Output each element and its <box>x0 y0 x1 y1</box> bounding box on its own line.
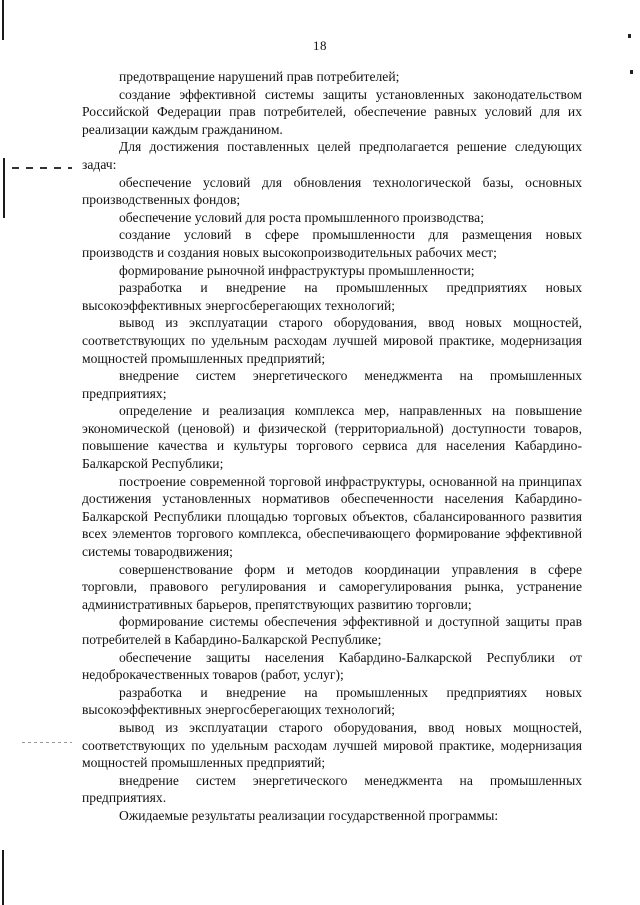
paragraph: разработка и внедрение на промышленных предприятиях новых высокоэффективных энергосберегающих технологий; <box>82 280 582 313</box>
paragraph: формирование рыночной инфраструктуры промышленности; <box>119 262 475 278</box>
paragraph: обеспечение защиты населения Кабардино-Балкарской Республики от недоброкачественных товаров (работ, услуг); <box>82 649 582 683</box>
paragraph: построение современной торговой инфраструктуры, основанной на принципах достижения установленных нормативов обеспеченности населения Кабардино-Балкарской Республики площадью торговых объектов, сбалансированного развития всех элементов торгового комплекса, обеспечивающего формирование эффективной системы товародвижения; <box>82 473 582 560</box>
paragraph: обеспечение условий для обновления технологической базы, основных производственных фондов; <box>82 174 582 208</box>
page-number: 18 <box>313 38 327 53</box>
paragraph: Ожидаемые результаты реализации государственной программы: <box>119 807 499 823</box>
paragraph: вывод из эксплуатации старого оборудования, ввод новых мощностей, соответствующих по удельным расходам лучшей мировой практике, модернизация мощностей промышленных предприятий; <box>82 315 582 366</box>
scan-margin-line-middle <box>3 158 5 218</box>
scan-margin-line-top <box>2 0 4 40</box>
paragraph: создание эффективной системы защиты установленных законодательством Российской Федерации прав потребителей, обеспечение равных условий для их реализации каждым гражданином. <box>82 86 582 137</box>
paragraph: внедрение систем энергетического менеджмента на промышленных предприятиях. <box>82 772 582 806</box>
scan-margin-dots <box>22 742 72 743</box>
paragraph: разработка и внедрение на промышленных предприятиях новых высокоэффективных энергосберегающих технологий; <box>82 684 582 718</box>
paragraph: определение и реализация комплекса мер, направленных на повышение экономической (ценовой) и физической (территориальной) доступности товаров, повышение качества и культуры торгового сервиса для населения Кабардино-Балкарской Республики; <box>82 403 582 472</box>
paragraph: внедрение систем энергетического менеджмента на промышленных предприятиях; <box>82 368 582 401</box>
paragraph: вывод из эксплуатации старого оборудования, ввод новых мощностей, соответствующих по удельным расходам лучшей мировой практике, модернизация мощностей промышленных предприятий; <box>82 719 582 771</box>
paragraph: Для достижения поставленных целей предполагается решение следующих задач: <box>82 139 582 172</box>
paragraph: создание условий в сфере промышленности для размещения новых производств и создания новых высокопроизводительных рабочих мест; <box>82 227 582 260</box>
paragraph: обеспечение условий для роста промышленного производства; <box>119 209 484 225</box>
scan-edge-mark <box>630 70 633 74</box>
scan-margin-line-bottom <box>2 850 4 905</box>
paragraph: формирование системы обеспечения эффективной и доступной защиты прав потребителей в Кабардино-Балкарской Республике; <box>82 614 582 647</box>
document-body <box>82 68 582 825</box>
paragraph: предотвращение нарушений прав потребителей; <box>119 69 400 84</box>
paragraph: совершенствование форм и методов координации управления в сфере торговли, правового регулирования и саморегулирования рынка, устранение административных барьеров, препятствующих развитию торговли; <box>82 561 582 612</box>
scan-margin-dashes <box>12 167 72 169</box>
